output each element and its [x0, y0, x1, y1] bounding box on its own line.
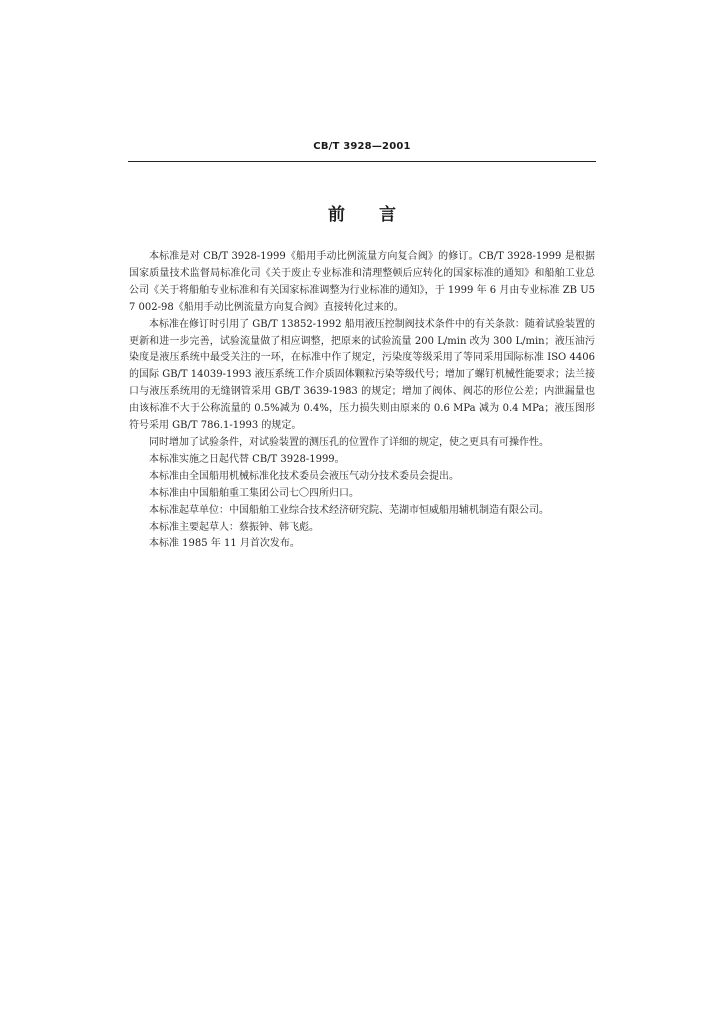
- foreword-paragraph: 本标准由中国船舶重工集团公司七〇四所归口。: [149, 487, 359, 499]
- foreword-paragraph: 本标准实施之日起代替 CB/T 3928-1999。: [149, 453, 345, 465]
- foreword-paragraph: 本标准主要起草人：蔡振钟、韩飞彪。: [149, 521, 319, 533]
- foreword-paragraph: 本标准在修订时引用了 GB/T 13852-1992 船用液压控制阀技术条件中的有关条款：随着试验装置的更新和进一步完善，试验流量做了相应调整，把原来的试验流量 200 L/min 改为 300 L/min；液压油污染度是液压系统中最受关注的一环，在标准中作了规定，污染度等级采用了等同采用国际标准 ISO 4406 的国际 GB/T 14039-1993 液压系统工作介质固体颗粒污染等级代号；增加了螺钉机械性能要求；法兰接口与液压系统用的无缝钢管采用 GB/T 3639-1983 的规定；增加了阀体、阀芯的形位公差；内泄漏量也由该标准不大于公称流量的 0.5%减为 0.4%，压力损失则由原来的 0.6 MPa 减为 0.4 MPa；液压图形符号采用 GB/T 786.1-1993 的规定。: [129, 318, 595, 432]
- foreword-paragraph: 本标准是对 CB/T 3928-1999《船用手动比例流量方向复合阀》的修订。CB/T 3928-1999 是根据国家质量技术监督局标准化司《关于废止专业标准和清理整顿后应转化的国家标准的通知》和船舶工业总公司《关于将船舶专业标准和有关国家标准调整为行业标准的通知》，于 1999 年 6 月由专业标准 ZB U57 002-98《船用手动比例流量方向复合阀》直接转化过来的。: [129, 251, 595, 313]
- header-divider: [128, 161, 596, 162]
- foreword-body: [129, 249, 595, 553]
- foreword-paragraph: 本标准 1985 年 11 月首次发布。: [149, 538, 300, 550]
- foreword-title: 前 言: [328, 205, 410, 225]
- foreword-paragraph: 本标准起草单位：中国船舶工业综合技术经济研究院、芜湖市恒威船用辅机制造有限公司。: [149, 504, 549, 516]
- standard-code: CB/T 3928—2001: [313, 141, 411, 152]
- foreword-paragraph: 本标准由全国船用机械标准化技术委员会液压气动分技术委员会提出。: [149, 470, 459, 482]
- foreword-paragraph: 同时增加了试验条件，对试验装置的测压孔的位置作了详细的规定，使之更具有可操作性。: [149, 436, 549, 448]
